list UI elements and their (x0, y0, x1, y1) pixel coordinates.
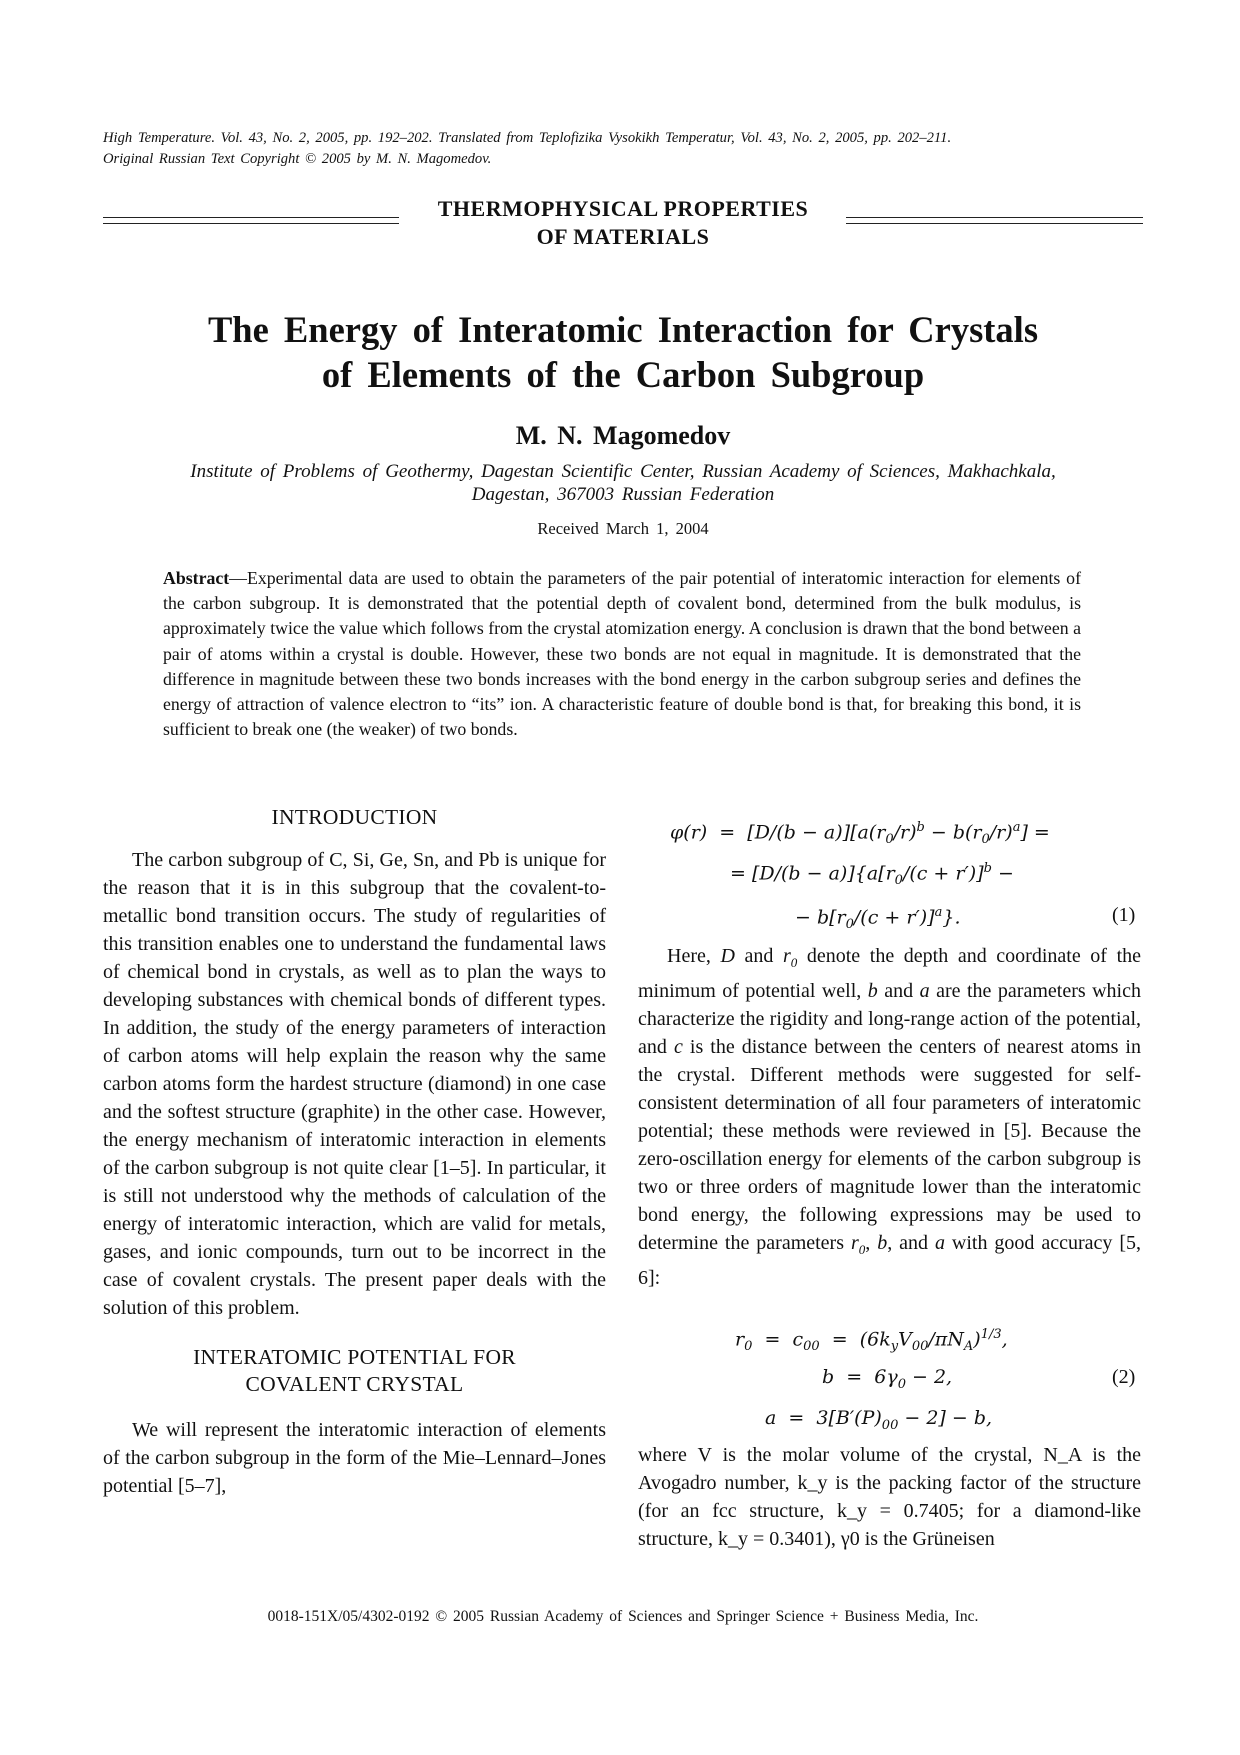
equation-2-number: (2) (1112, 1366, 1136, 1388)
journal-citation (103, 128, 1143, 170)
potential-heading (103, 1344, 606, 1398)
equation-2-line2: $b = 6\gamma_0 - 2$, (822, 1366, 953, 1392)
equation-1-line2: = $[D/(b - a)]\{a[r_0/(c + r')]^b$ − (730, 861, 1014, 889)
potential-heading-line2: COVALENT CRYSTAL (245, 1372, 464, 1396)
section-heading-line2: OF MATERIALS (536, 224, 710, 249)
potential-heading-line1: INTERATOMIC POTENTIAL FOR (193, 1345, 516, 1369)
title-line2: of Elements of the Carbon Subgroup (321, 354, 925, 395)
affiliation (103, 460, 1143, 506)
molar-volume-paragraph: where V is the molar volume of the crystal, N_A is the Avogadro number, k_y is the packing factor of the structure (for an fcc structure, k_y = 0.7405; for a diamond-like structure, k_y = 0.3401), γ0 is the Grüneisen (638, 1444, 1141, 1550)
equation-1-number: (1) (1112, 904, 1136, 926)
paper-title (103, 307, 1143, 397)
equation-1-line1: $\varphi(r) = [D/(b - a)][a(r_0/r)^b - b(r_0/r)^a]$ = (670, 820, 1050, 848)
citation-line: High Temperature. Vol. 43, No. 2, 2005, pp. 192–202. Translated from Teplofizika Vysokikh Temperatur, Vol. 43, No. 2, 2005, pp. 202–211. (103, 130, 952, 146)
equation-2-line1: $r_0 = c_{00} = (6k_yV_{00}/\pi N_A)^{1/3}$, (735, 1327, 1008, 1355)
title-line1: The Energy of Interatomic Interaction for Crystals (207, 309, 1039, 350)
right-column-text (638, 942, 1141, 1292)
received-date: Received March 1, 2004 (537, 519, 709, 538)
section-heading-block (103, 192, 1143, 252)
section-heading-line1: THERMOPHYSICAL PROPERTIES (437, 196, 809, 221)
parameters-paragraph: Here, D and $r_0$ denote the depth and coordinate of the minimum of potential well, b and a are the parameters which characterize the rigidity and long-range action of the potential, and c is the distance between the centers of nearest atoms in the crystal. Different methods were suggested for self-consistent determination of all four parameters of interatomic potential; these methods were reviewed in [5]. Because the zero-oscillation energy for elements of the carbon subgroup is two or three orders of magnitude lower than the interatomic bond energy, the following expressions may be used to determine the parameters $r_0$, b, and a with good accuracy [5, 6]: (638, 945, 1142, 1289)
introduction-paragraph: The carbon subgroup of C, Si, Ge, Sn, and Pb is unique for the reason that it is in this subgroup that the covalent-to-metallic bond transition occurs. The study of regularities of this transition enables one to understand the fundamental laws of chemical bond in crystals, as well as to plan the ways to developing substances with chemical bonds of different types. In addition, the study of the energy parameters of interaction of carbon atoms will help explain the reason why the same carbon atoms form the hardest structure (diamond) in one case and the softest structure (graphite) in the other case. However, the energy mechanism of interatomic interaction in elements of the carbon subgroup is not quite clear [1–5]. In particular, it is still not understood why the methods of calculation of the energy of interatomic interaction, which are valid for metals, gases, and ionic compounds, turn out to be incorrect in the case of covalent crystals. The present paper deals with the solution of this problem. (103, 849, 606, 1319)
abstract (163, 566, 1081, 742)
abstract-label: Abstract (163, 568, 230, 588)
abstract-text: —Experimental data are used to obtain the parameters of the pair potential of interatomic interaction for elements of the carbon subgroup. It is demonstrated that the potential depth of covalent bond, determined from the bulk modulus, is approximately twice the value which follows from the crystal atomization energy. A conclusion is drawn that the bond between a pair of atoms within a crystal is double. However, these two bonds are not equal in magnitude. It is demonstrated that the difference in magnitude between these two bonds increases with the bond energy in the carbon subgroup series and defines the energy of attraction of valence electron to “its” ion. A characteristic feature of double bond is that, for breaking this bond, it is sufficient to break one (the weaker) of two bonds. (163, 568, 1081, 740)
equation-1-line3: − $b[r_0/(c + r')]^a$}. (795, 905, 961, 933)
affiliation-line2: Dagestan, 367003 Russian Federation (471, 484, 775, 505)
left-column (103, 804, 606, 1500)
right-column-text-2 (638, 1441, 1141, 1553)
potential-paragraph: We will represent the interatomic interaction of elements of the carbon subgroup in the form of the Mie–Lennard–Jones potential [5–7], (103, 1419, 606, 1497)
affiliation-line1: Institute of Problems of Geothermy, Dagestan Scientific Center, Russian Academy of Sciences, Makhachkala, (190, 461, 1056, 482)
footer-copyright: 0018-151X/05/4302-0192 © 2005 Russian Academy of Sciences and Springer Science + Business Media, Inc. (267, 1608, 979, 1625)
introduction-heading: INTRODUCTION (271, 805, 438, 829)
equation-2-line3: $a = 3[B'(P)_{00} - 2] - b$, (765, 1407, 993, 1433)
copyright-line: Original Russian Text Copyright © 2005 by M. N. Magomedov. (103, 151, 492, 167)
author-name: M. N. Magomedov (515, 421, 731, 450)
